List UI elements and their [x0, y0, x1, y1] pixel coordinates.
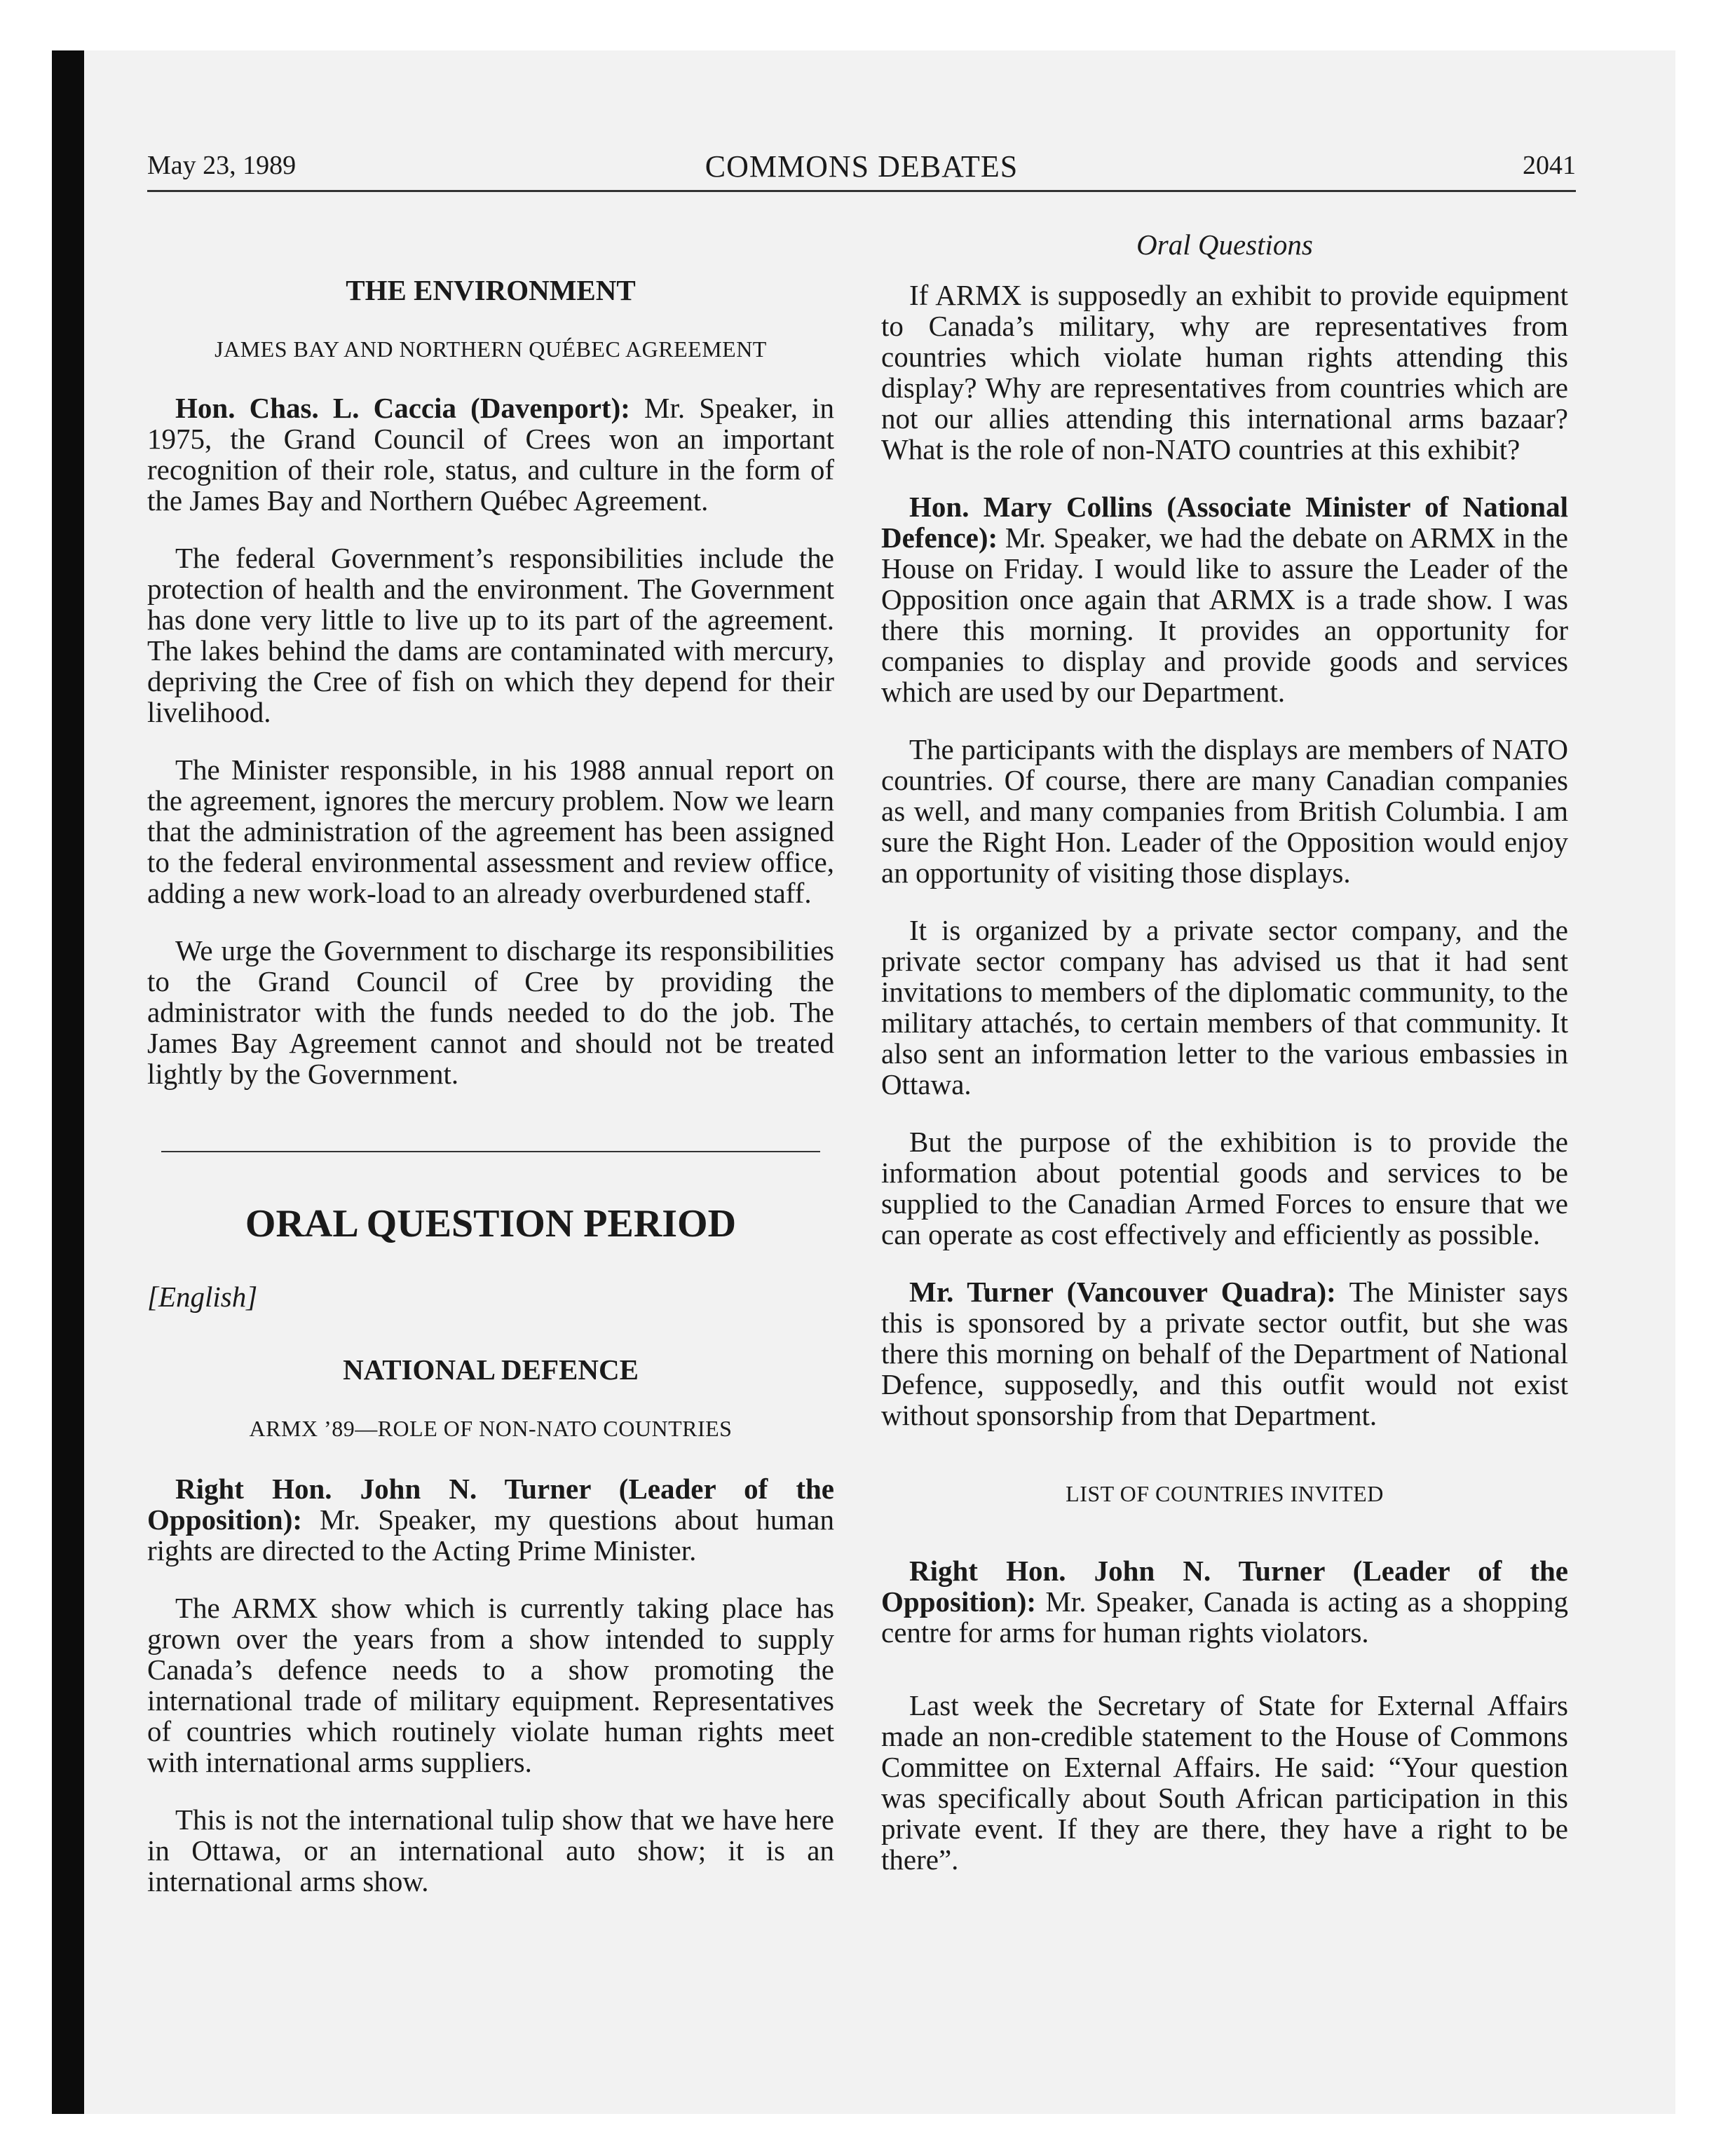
speaker-name: Mr. Turner (Vancouver Quadra): [909, 1276, 1336, 1308]
scan-border [52, 50, 84, 2114]
paragraph: The federal Government’s responsibilities include the protection of health and the environment. The Government has done very little to live up to its part of the agreement. The lakes behind the dams are contaminated with mercury, depriving the Cree of fish on which they depend for their livelihood. [147, 542, 834, 728]
left-column [147, 275, 834, 1897]
speech-text: Mr. Speaker, my questions about human rights are directed to the Acting Prime Minister. [147, 1503, 834, 1567]
speech-text: Mr. Speaker, we had the debate on ARMX in the House on Friday. I would like to assure the Leader of the Opposition once again that ARMX is a trade show. I was there this morning. It provides an opportunity for companies to display and provide goods and services which are used by our Department. [881, 521, 1568, 708]
speech-text: Mr. Speaker, in 1975, the Grand Council of Crees won an important recognition of their role, status, and culture in the form of the James Bay and Northern Québec Agreement. [147, 392, 834, 517]
paragraph [881, 491, 1568, 707]
page-header [147, 147, 1576, 189]
paragraph: This is not the international tulip show that we have here in Ottawa, or an international auto show; it is an international arms show. [147, 1803, 834, 1897]
section-title: THE ENVIRONMENT [346, 274, 636, 306]
paragraph: Last week the Secretary of State for External Affairs made an non-credible statement to the House of Commons Committee on External Affairs. He said: “Your question was specifically about South African participation in this private event. If they are there, they have a right to be there”. [881, 1689, 1568, 1876]
paragraph: The Minister responsible, in his 1988 annual report on the agreement, ignores the mercury problem. Now we learn that the administration of the agreement has been assigned to the federal environmental assessment and review office, adding a new work-load to an already overburdened staff. [147, 753, 834, 909]
speaker-name: Right Hon. John N. Turner (Leader of the Opposition): [881, 1555, 1568, 1618]
paragraph [881, 1555, 1568, 1648]
subsection-title: JAMES BAY AND NORTHERN QUÉBEC AGREEMENT [215, 336, 767, 362]
paragraph [147, 393, 834, 516]
topic-subtitle: ARMX ’89—ROLE OF NON-NATO COUNTRIES [249, 1416, 733, 1441]
running-head: Oral Questions [1136, 228, 1313, 261]
paragraph: The participants with the displays are members of NATO countries. Of course, there are many Canadian companies as well, and many companies from British Columbia. I am sure the Right Hon. Leader of the Opposition would enjoy an opportunity of visiting those displays. [881, 733, 1568, 889]
speech-text: Mr. Speaker, Canada is acting as a shopping centre for arms for human rights violators. [881, 1585, 1568, 1649]
subsection-title: LIST OF COUNTRIES INVITED [1066, 1481, 1384, 1506]
period-title: ORAL QUESTION PERIOD [245, 1202, 737, 1246]
paragraph [881, 1276, 1568, 1431]
paragraph [147, 1473, 834, 1566]
paragraph: The ARMX show which is currently taking place has grown over the years from a show intended to supply Canada’s defence needs to a show promoting the international trade of military equipment. Representatives of countries which routinely violate human rights meet with international arms suppliers. [147, 1592, 834, 1778]
paragraph: It is organized by a private sector company, and the private sector company has advised us that it had sent invitations to members of the diplomatic community, to the military attachés, to certain members of that community. It also sent an information letter to the various embassies in Ottawa. [881, 914, 1568, 1100]
topic-title: NATIONAL DEFENCE [343, 1353, 639, 1386]
speaker-name: Hon. Mary Collins (Associate Minister of National Defence): [881, 491, 1568, 554]
language-tag: [English] [147, 1281, 258, 1313]
speech-text: The Minister says this is sponsored by a private sector outfit, but she was there this morning on behalf of the Department of National Defence, supposedly, and this outfit would not exist without sponsorship from that Department. [881, 1276, 1568, 1431]
speaker-name: Hon. Chas. L. Caccia (Davenport): [175, 392, 630, 424]
speaker-name: Right Hon. John N. Turner (Leader of the Opposition): [147, 1473, 834, 1536]
paragraph: We urge the Government to discharge its responsibilities to the Grand Council of Cree by providing the administrator with the funds needed to do the job. The James Bay Agreement cannot and should not be treated lightly by the Government. [147, 934, 834, 1090]
header-rule [147, 190, 1576, 192]
section-separator [161, 1151, 820, 1152]
header-date: May 23, 1989 [147, 151, 297, 180]
page [84, 50, 1675, 2114]
right-column [881, 229, 1568, 1875]
header-title: COMMONS DEBATES [705, 149, 1019, 184]
page-number: 2041 [1523, 151, 1576, 180]
paragraph: If ARMX is supposedly an exhibit to provide equipment to Canada’s military, why are representatives from countries which violate human rights attending this display? Why are representatives from countries which are not our allies attending this international arms bazaar? What is the role of non-NATO countries at this exhibit? [881, 279, 1568, 465]
paragraph: But the purpose of the exhibition is to provide the information about potential goods and services to be supplied to the Canadian Armed Forces to ensure that we can operate as cost effectively and efficiently as possible. [881, 1126, 1568, 1250]
